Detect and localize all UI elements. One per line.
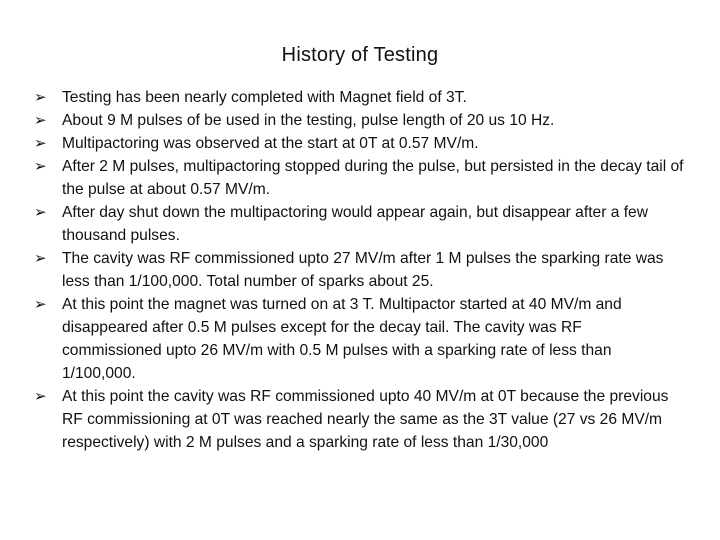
page-title: History of Testing: [281, 44, 439, 66]
arrowhead-bullet-icon: ➢: [34, 135, 47, 152]
list-item-text: At this point the magnet was turned on at 3 T. Multipactor started at 40 MV/m and disappeared after 0.5 M pulses except for the decay tail. The cavity was RF commissioned upto 26 MV/m with 0.5 M pulses with a sparking rate of less than 1/100,000.: [62, 296, 622, 382]
list-item: [34, 155, 684, 201]
arrowhead-bullet-icon: ➢: [34, 250, 47, 267]
list-item: [34, 201, 684, 247]
list-item: [34, 293, 684, 385]
list-item-text: Multipactoring was observed at the start at 0T at 0.57 MV/m.: [62, 135, 479, 152]
arrowhead-bullet-icon: ➢: [34, 112, 47, 129]
arrowhead-bullet-icon: ➢: [34, 89, 47, 106]
arrowhead-bullet-icon: ➢: [34, 296, 47, 313]
list-item-text: After day shut down the multipactoring would appear again, but disappear after a few thousand pulses.: [62, 204, 648, 244]
list-item: [34, 247, 684, 293]
list-item: [34, 385, 684, 454]
list-item-text: About 9 M pulses of be used in the testing, pulse length of 20 us 10 Hz.: [62, 112, 555, 129]
list-item-text: At this point the cavity was RF commissioned upto 40 MV/m at 0T because the previous RF commissioning at 0T was reached nearly the same as the 3T value (27 vs 26 MV/m respectively) with 2 M pulses and a sparking rate of less than 1/30,000: [62, 388, 669, 451]
arrowhead-bullet-icon: ➢: [34, 158, 47, 175]
list-item-text: After 2 M pulses, multipactoring stopped during the pulse, but persisted in the decay tail of the pulse at about 0.57 MV/m.: [62, 158, 684, 198]
list-item: [34, 86, 684, 109]
bullet-list: [34, 86, 684, 454]
list-item: [34, 109, 684, 132]
arrowhead-bullet-icon: ➢: [34, 388, 47, 405]
list-item: [34, 132, 684, 155]
list-item-text: Testing has been nearly completed with Magnet field of 3T.: [62, 89, 467, 106]
list-item-text: The cavity was RF commissioned upto 27 MV/m after 1 M pulses the sparking rate was less than 1/100,000. Total number of sparks about 25.: [62, 250, 664, 290]
arrowhead-bullet-icon: ➢: [34, 204, 47, 221]
